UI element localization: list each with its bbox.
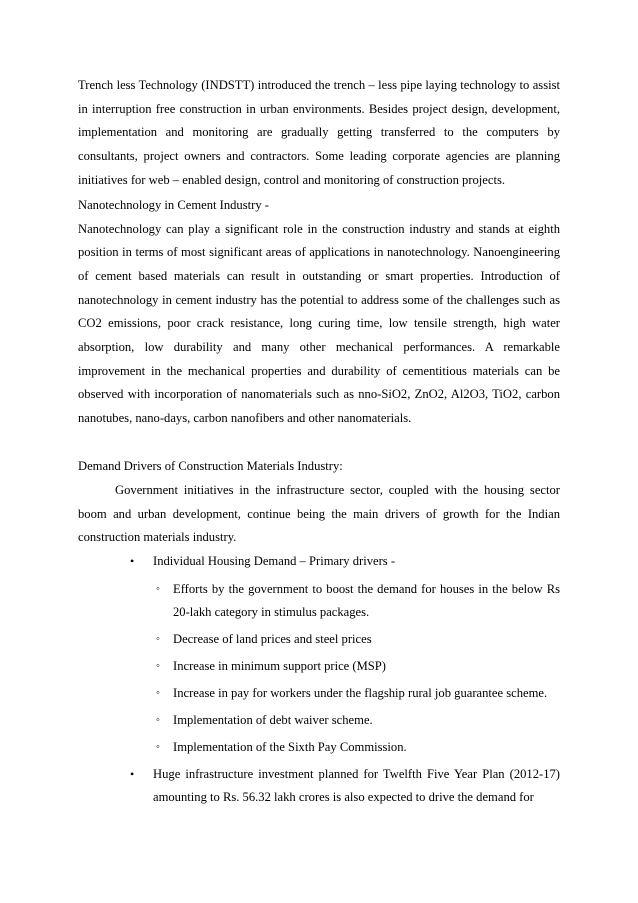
circle-bullet-icon: ◦ — [156, 740, 160, 753]
sub-list-item-text: Implementation of debt waiver scheme. — [173, 712, 373, 727]
sub-list-item — [153, 736, 560, 759]
sub-list-item — [153, 655, 560, 678]
list-item-housing-demand — [78, 550, 560, 759]
bullet-icon: • — [130, 766, 135, 781]
sub-list-item-text: Decrease of land prices and steel prices — [173, 631, 372, 646]
circle-bullet-icon: ◦ — [156, 632, 160, 645]
sub-list-item-text: Efforts by the government to boost the demand for houses in the below Rs 20-lakh category in stimulus packages. — [173, 581, 560, 619]
document-page — [78, 74, 560, 810]
nanotech-heading: Nanotechnology in Cement Industry - — [78, 197, 269, 212]
section-spacer — [78, 431, 560, 454]
sub-list-item-text: Increase in pay for workers under the flagship rural job guarantee scheme. — [173, 685, 548, 700]
circle-bullet-icon: ◦ — [156, 713, 160, 726]
bullet-icon: • — [130, 553, 135, 568]
housing-subdrivers-list — [153, 578, 560, 759]
drivers-list — [78, 550, 560, 810]
sub-list-item-text: Implementation of the Sixth Pay Commission. — [173, 739, 407, 754]
demand-drivers-heading: Demand Drivers of Construction Materials Industry: — [78, 458, 343, 473]
sub-list-item — [153, 682, 560, 705]
circle-bullet-icon: ◦ — [156, 582, 160, 595]
list-item-label: Individual Housing Demand – Primary drivers - — [153, 553, 396, 568]
circle-bullet-icon: ◦ — [156, 659, 160, 672]
intro-paragraph: Trench less Technology (INDSTT) introduced the trench – less pipe laying technology to assist in interruption free construction in urban environments. Besides project design, development, implementation and monitoring are gradually getting transferred to the computers by consultants, project owners and contractors. Some leading corporate agencies are planning initiatives for web – enabled design, control and monitoring of construction projects. — [78, 78, 560, 187]
sub-list-item — [153, 628, 560, 651]
sub-list-item-text: Increase in minimum support price (MSP) — [173, 658, 387, 673]
sub-list-item — [153, 578, 560, 624]
list-item-label: Huge infrastructure investment planned for Twelfth Five Year Plan (2012-17) amounting to Rs. 56.32 lakh crores is also expected to drive the demand for — [153, 766, 560, 805]
demand-drivers-paragraph: Government initiatives in the infrastructure sector, coupled with the housing sector boom and urban development, continue being the main drivers of growth for the Indian construction materials industry. — [78, 482, 560, 545]
list-item-infrastructure-investment — [78, 763, 560, 810]
circle-bullet-icon: ◦ — [156, 686, 160, 699]
sub-list-item — [153, 709, 560, 732]
nanotech-paragraph: Nanotechnology can play a significant role in the construction industry and stands at eighth position in terms of most significant areas of applications in nanotechnology. Nanoengineering of cement based materials can result in outstanding or smart properties. Introduction of nanotechnology in cement industry has the potential to address some of the challenges such as CO2 emissions, poor crack resistance, long curing time, low tensile strength, high water absorption, low durability and many other mechanical performances. A remarkable improvement in the mechanical properties and durability of cementitious materials can be observed with incorporation of nanomaterials such as nno-SiO2, ZnO2, Al2O3, TiO2, carbon nanotubes, nano-days, carbon nanofibers and other nanomaterials. — [78, 221, 560, 426]
